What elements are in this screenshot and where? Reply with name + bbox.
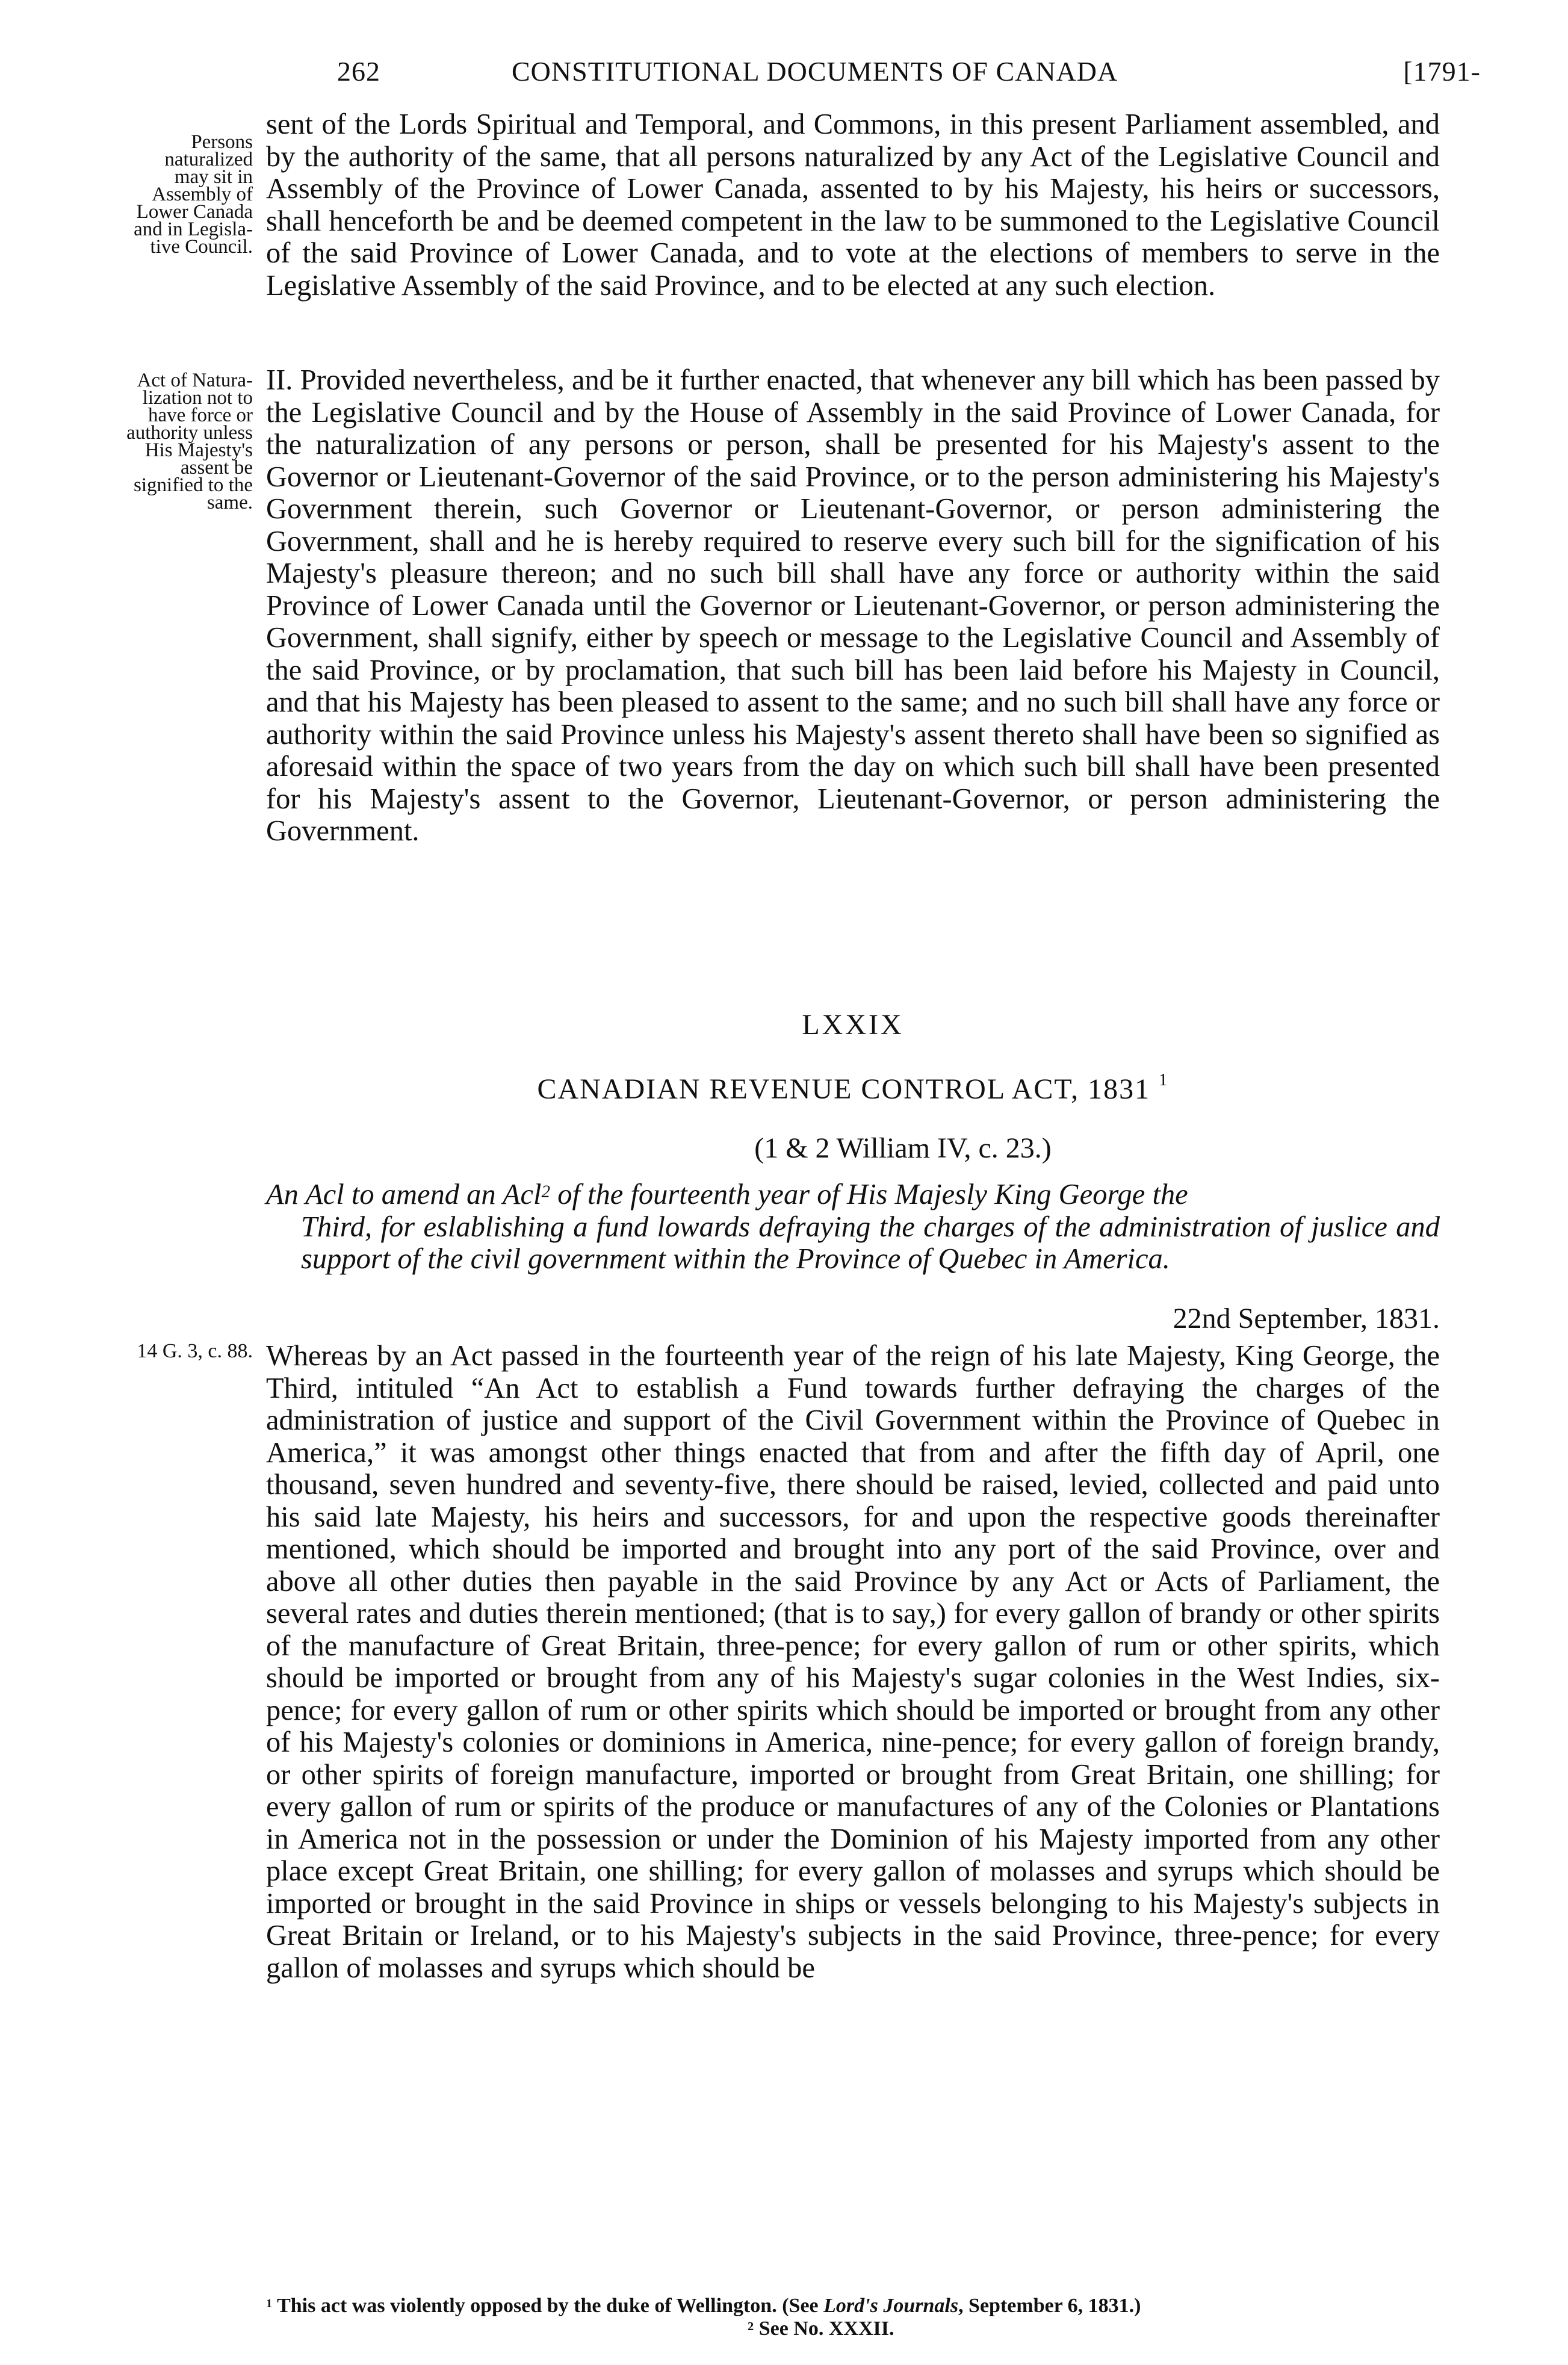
- margin-note-line: authority unless: [126, 422, 253, 444]
- margin-note-line: same.: [206, 492, 253, 513]
- running-title: CONSTITUTIONAL DOCUMENTS OF CANADA: [512, 56, 1118, 87]
- footnote-1-end: , September 6, 1831.): [958, 2295, 1141, 2317]
- section-one-paragraph: sent of the Lords Spiritual and Temporal, and Commons, in this present Parliament assembled, and by the authority of the same, that all persons naturalized by any Act of the Legislative Council and Assembly of the Province of Lower Canada, assented to by his Majesty, his heirs or successors, shall henceforth be and be deemed competent in the law to be summoned to the Legislative Council of the said Province of Lower Canada, and to vote at the elections of members to serve in the Legislative Assembly of the said Province, and to be elected at any such election.: [266, 108, 1440, 302]
- footnote-2: [748, 2317, 1109, 2340]
- long-title: [266, 1179, 1440, 1275]
- section-two-paragraph: II. Provided nevertheless, and be it further enacted, that whenever any bill which has been passed by the Legislative Council and by the House of Assembly in the said Province of Lower Canada, for the naturalization of any persons or person, shall be presented for his Majesty's assent to the Governor or Lieutenant-Governor of the said Province, or to the person administering his Majesty's Government therein, such Governor or Lieutenant-Governor, or person administering the Government, shall and he is hereby required to reserve every such bill for the signification of his Majesty's pleasure thereon; and no such bill shall have any force or authority within the said Province of Lower Canada until the Governor or Lieutenant-Governor, or person administering the Government, shall signify, either by speech or message to the Legislative Council and Assembly of the said Province, or by proclamation, that such bill has been laid before his Majesty in Council, and that his Majesty has been pleased to assent to the same; and no such bill shall have any force or authority within the said Province unless his Majesty's assent thereto shall have been so signified as aforesaid within the space of two years from the day on which such bill shall have been presented for his Majesty's assent to the Governor, Lieutenant-Governor, or person administering the Government.: [266, 364, 1440, 847]
- long-title-rest: Third, for eslablishing a fund lowards defraying the charges of the administration of juslice and support of the civil government within the Province of Quebec in America.: [301, 1210, 1440, 1275]
- page-number: 262: [337, 56, 380, 87]
- margin-note-line: tive Council.: [150, 236, 253, 258]
- running-header: [337, 55, 1481, 98]
- margin-note-reference: [18, 1342, 253, 1360]
- margin-note-act-of-naturalization: [18, 372, 253, 512]
- footnote-ref-2: 2: [541, 1182, 551, 1201]
- margin-note-line: lization not to: [142, 387, 253, 409]
- act-date: 22nd September, 1831.: [1173, 1303, 1440, 1334]
- margin-note-line: 14 G. 3, c. 88.: [137, 1340, 253, 1362]
- footnote-2-mark: 2: [748, 2320, 754, 2333]
- footnote-1-text: This act was violently opposed by the duke of Wellington. (See: [272, 2295, 824, 2317]
- margin-note-persons-naturalized: [18, 131, 253, 258]
- footnote-1: [266, 2295, 1440, 2317]
- footnote-1-journal: Lord's Journals: [823, 2295, 959, 2317]
- long-title-part: An Acl to amend an Acl: [266, 1179, 542, 1210]
- margin-note-line: Assembly of: [152, 184, 253, 205]
- margin-note-line: signified to the: [134, 474, 253, 496]
- margin-note-line: may sit in: [174, 166, 253, 188]
- act-citation: (1 & 2 William IV, c. 23.): [754, 1132, 1052, 1164]
- running-year: [1791-: [1403, 56, 1481, 87]
- preamble-paragraph: Whereas by an Act passed in the fourteenth year of the reign of his late Majesty, King George, the Third, intituled “An Act to establish a Fund towards further defraying the charges of the administration of justice and support of the Civil Government within the Province of Quebec in America,” it was amongst other things enacted that from and after the fifth day of April, one thousand, seven hundred and seventy-five, there should be raised, levied, collected and paid unto his said late Majesty, his heirs and successors, for and upon the respective goods thereinafter mentioned, which should be imported and brought into any port of the said Province, over and above all other duties then payable in the said Province by any Act or Acts of Parliament, the several rates and duties therein mentioned; (that is to say,) for every gallon of brandy or other spirits of the manufacture of Great Britain, three-pence; for every gallon of rum or other spirits, which should be imported or brought from any of his Majesty's sugar colonies in the West Indies, six-pence; for every gallon of rum or other spirits which should be imported or brought from any other of his Majesty's colonies or dominions in America, nine-pence; for every gallon of foreign brandy, or other spirits of foreign manufacture, imported or brought from Great Britain, one shilling; for every gallon of rum or spirits of the produce or manufactures of any of the Colonies or Plantations in America not in the possession or under the Dominion of his Majesty imported from any other place except Great Britain, one shilling; for every gallon of molasses and syrups which should be imported or brought in the said Province in ships or vessels belonging to his Majesty's subjects in Great Britain or Ireland, or to his Majesty's subjects in the said Province, three-pence; for every gallon of molasses and syrups which should be: [266, 1340, 1440, 1984]
- margin-note-line: Lower Canada: [136, 201, 253, 223]
- section-two: [266, 364, 1440, 848]
- margin-note-line: assent be: [180, 457, 253, 479]
- footnote-2-text: See No. XXXII.: [754, 2317, 894, 2340]
- act-title: [266, 1070, 1440, 1106]
- footnote-ref-1: 1: [1159, 1070, 1169, 1090]
- margin-note-line: Act of Natura-: [137, 370, 253, 391]
- act-title-text: CANADIAN REVENUE CONTROL ACT, 1831: [537, 1073, 1151, 1105]
- margin-note-line: and in Legisla-: [134, 219, 253, 240]
- margin-note-line: His Majesty's: [144, 439, 253, 461]
- margin-note-line: Persons: [191, 131, 253, 153]
- long-title-part: of the fourteenth year of His Majesly King George the: [550, 1179, 1188, 1210]
- margin-note-line: naturalized: [164, 149, 253, 170]
- preamble: [266, 1340, 1440, 1984]
- footnote-1-mark: 1: [266, 2297, 273, 2310]
- section-one: [266, 108, 1440, 302]
- footnotes: [266, 2295, 1440, 2317]
- margin-note-line: have force or: [147, 404, 253, 426]
- long-title-first-line: [266, 1179, 1440, 1211]
- document-number: LXXIX: [802, 1009, 904, 1041]
